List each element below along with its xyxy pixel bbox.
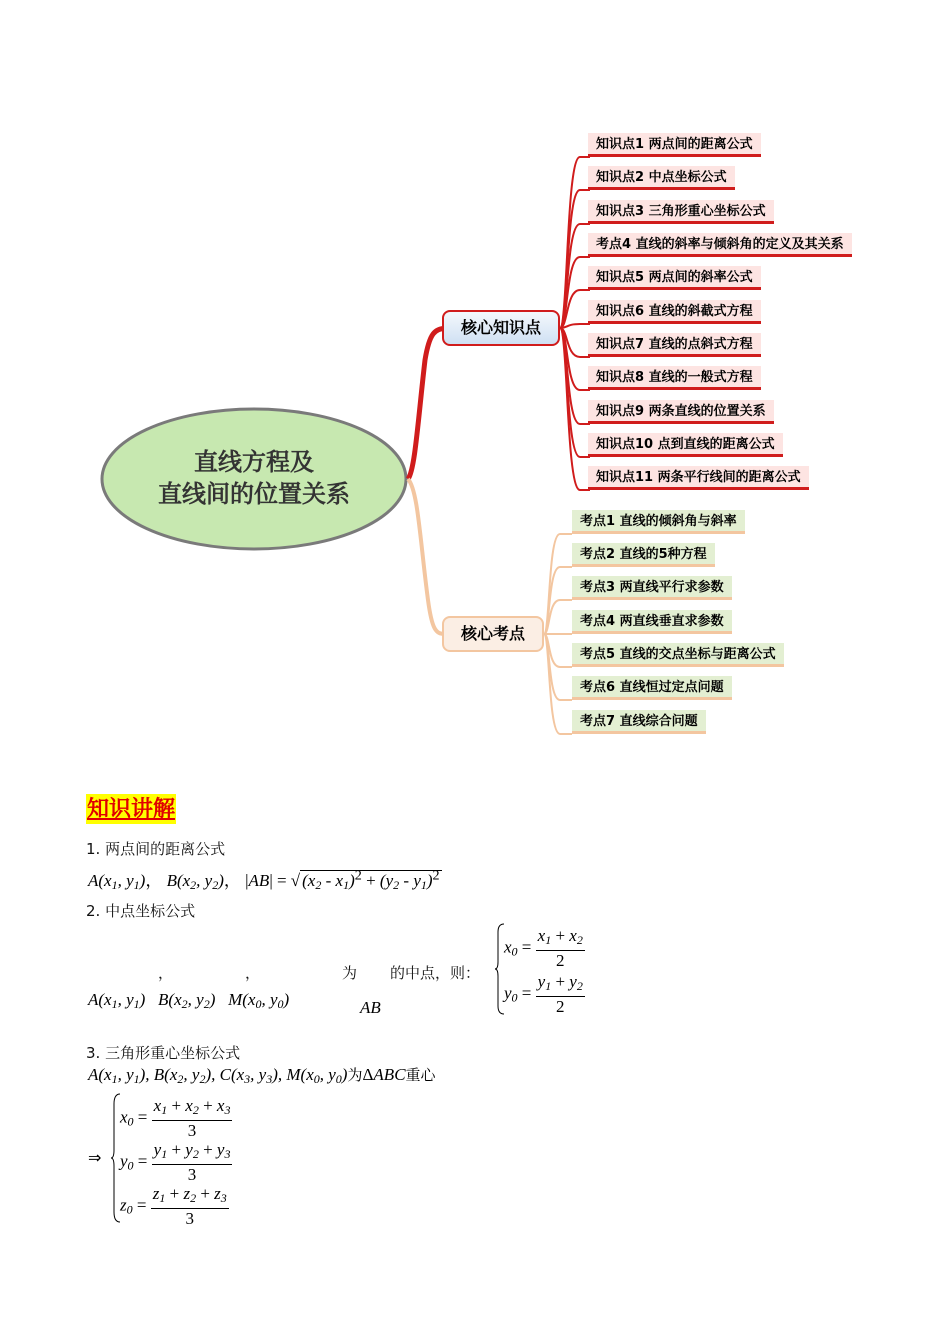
item2-wei: 为 — [342, 964, 358, 982]
knowledge-node-2: 知识点2 中点坐标公式 — [588, 166, 735, 190]
item3-points: $A(x_1$, $y_1$), $B(x_2$, $y_2$), $C(x_3$, $y_3$), $M(x_0$, $y_0$)为ΔABC重心 — [88, 1065, 436, 1086]
item1-title: 1. 两点间的距离公式 — [86, 840, 226, 858]
center-topic-line1: 直线方程及 — [194, 448, 314, 476]
exam-node-6: 考点6 直线恒过定点问题 — [572, 676, 732, 700]
branch-knowledge-line — [408, 328, 445, 479]
knowledge-node-1: 知识点1 两点间的距离公式 — [588, 133, 761, 157]
item3-title: 3. 三角形重心坐标公式 — [86, 1044, 241, 1062]
item2-midpoint-text: 的中点，则： — [390, 964, 481, 982]
knowledge-node-8: 知识点8 直线的一般式方程 — [588, 366, 761, 390]
item2-points: $A(x_1$, $y_1$) $B(x_2$, $y_2$) $M(x_0$, $y_0$) — [88, 990, 290, 1011]
exam-node-4: 考点4 两直线垂直求参数 — [572, 610, 732, 634]
item2-comma-2: ， — [245, 964, 261, 982]
implies-symbol: ⇒ — [88, 1148, 102, 1167]
knowledge-node-10: 知识点10 点到直线的距离公式 — [588, 433, 783, 457]
item3-suffix: 重心 — [405, 1066, 436, 1084]
exam-node-2: 考点2 直线的5种方程 — [572, 543, 715, 567]
item1-sep2: ， — [223, 871, 241, 890]
section-title: 知识讲解 — [87, 796, 176, 822]
knowledge-node-9: 知识点9 两条直线的位置关系 — [588, 400, 774, 424]
item1-formula: $A(x_1$, $y_1$)， $B(x_2$, $y_2$)， |AB| = √ $(x_2 - x_1)^2 + (y_2 - y_1)^2$ — [88, 867, 440, 892]
exam-node-3: 考点3 两直线平行求参数 — [572, 576, 732, 600]
item2-title: 2. 中点坐标公式 — [86, 902, 196, 920]
item1-sep1: ， — [145, 871, 163, 890]
item2-segment-ab: AB — [360, 998, 381, 1017]
center-topic-line2: 直线间的位置关系 — [158, 480, 350, 508]
knowledge-fan — [560, 157, 590, 490]
branch-knowledge: 核心知识点 — [442, 310, 560, 346]
exam-node-1: 考点1 直线的倾斜角与斜率 — [572, 510, 745, 534]
item2-x0-eq: $x_0$ = $\frac{x_1 + x_2}{2}$ — [504, 926, 583, 970]
knowledge-node-4: 考点4 直线的斜率与倾斜角的定义及其关系 — [588, 233, 852, 257]
knowledge-node-3: 知识点3 三角形重心坐标公式 — [588, 200, 774, 224]
knowledge-node-5: 知识点5 两点间的斜率公式 — [588, 266, 761, 290]
item2-y0-eq: $y_0$ = $\frac{y_1 + y_2}{2}$ — [504, 972, 583, 1016]
knowledge-node-11: 知识点11 两条平行线间的距离公式 — [588, 466, 809, 490]
item3-y0-eq: $y_0$ = $\frac{y_1 + y_2 + y_3}{3}$ — [120, 1140, 231, 1184]
branch-exam: 核心考点 — [442, 616, 544, 652]
exam-node-5: 考点5 直线的交点坐标与距离公式 — [572, 643, 784, 667]
item2-comma-1: ， — [158, 964, 174, 982]
item3-z0-eq: $z_0$ = $\frac{z_1 + z_2 + z_3}{3}$ — [120, 1184, 227, 1228]
exam-fan — [544, 534, 572, 734]
item3-wei: 为 — [347, 1066, 363, 1084]
branch-exam-line — [408, 479, 445, 634]
knowledge-node-6: 知识点6 直线的斜截式方程 — [588, 300, 761, 324]
center-topic — [102, 446, 406, 510]
item3-x0-eq: $x_0$ = $\frac{x_1 + x_2 + x_3}{3}$ — [120, 1096, 231, 1140]
exam-node-7: 考点7 直线综合问题 — [572, 710, 706, 734]
knowledge-node-7: 知识点7 直线的点斜式方程 — [588, 333, 761, 357]
